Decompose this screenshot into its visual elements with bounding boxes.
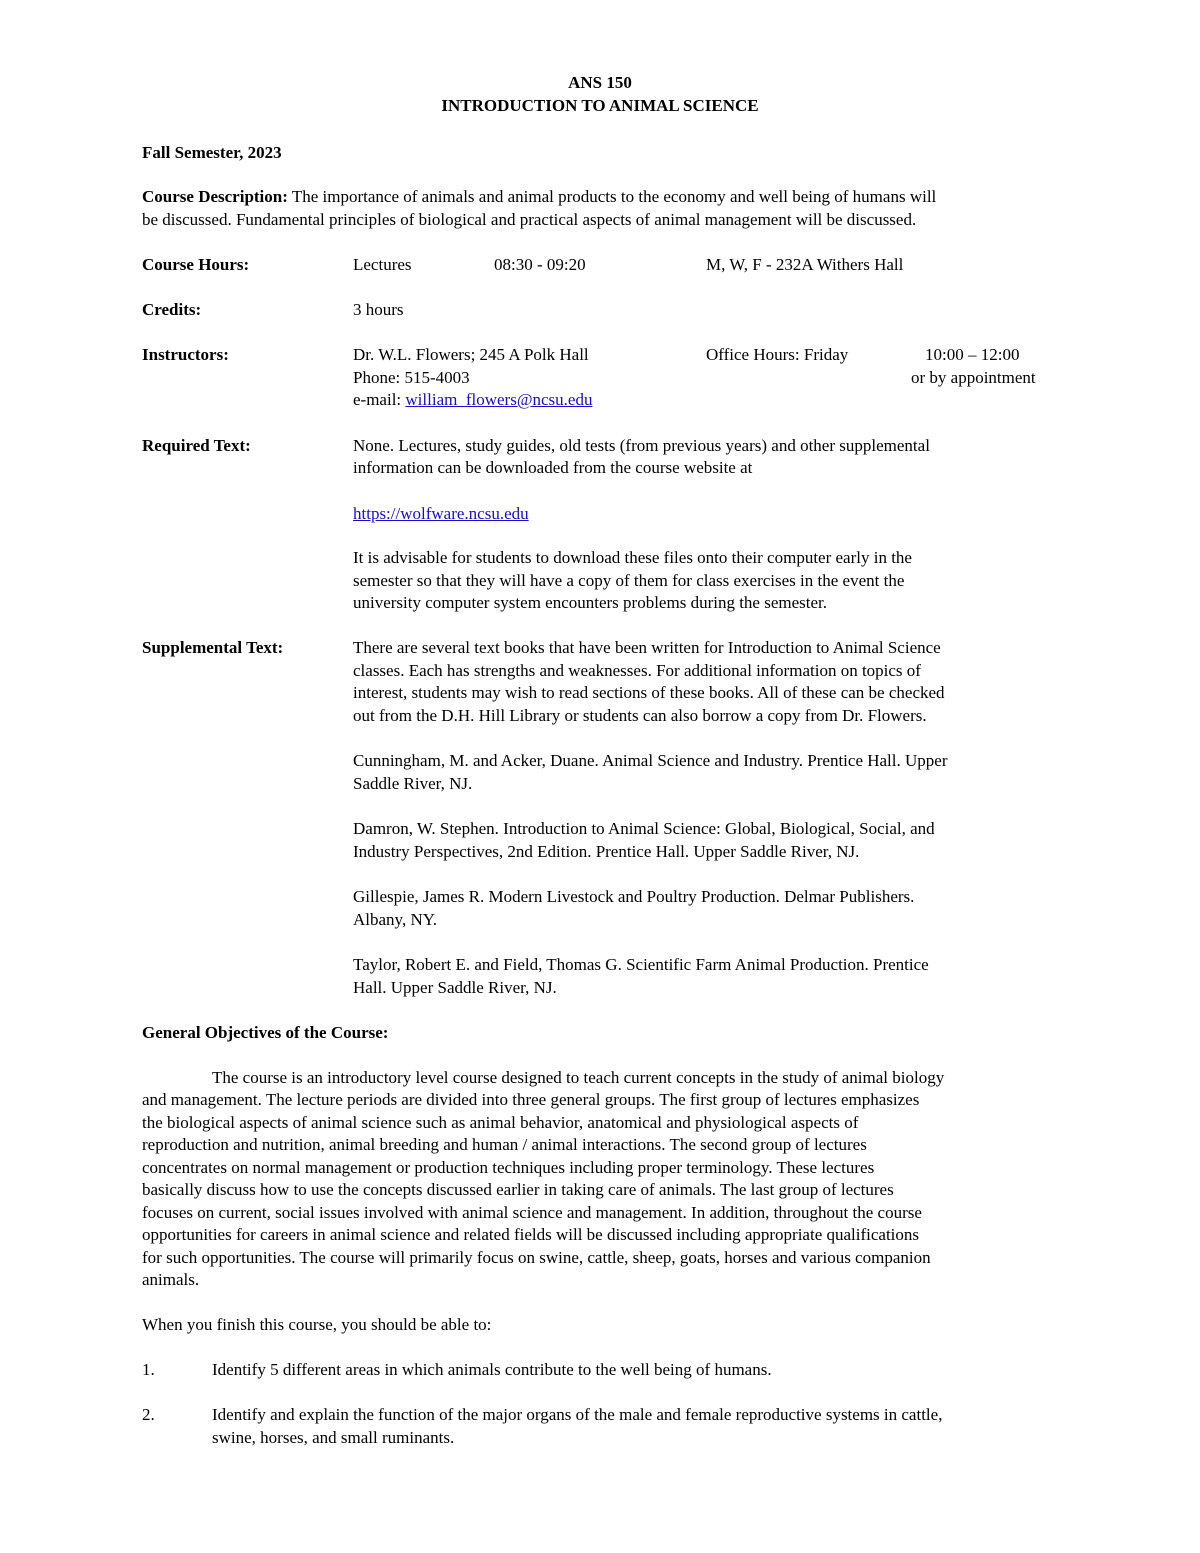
office-hours-alt: or by appointment [911, 368, 1036, 387]
course-website-url[interactable]: https://wolfware.ncsu.edu [353, 504, 529, 523]
advice-line: university computer system encounters problems during the semester. [353, 593, 828, 612]
objectives-paragraph-line: the biological aspects of animal science such as animal behavior, anatomical and physiological aspects of [142, 1113, 859, 1132]
objective-number: 1. [142, 1360, 155, 1379]
book-reference: Gillespie, James R. Modern Livestock and Poultry Production. Delmar Publishers. [353, 887, 915, 906]
course-description-text: The importance of animals and animal products to the economy and well being of humans will [287, 187, 937, 206]
objectives-paragraph-line: basically discuss how to use the concepts discussed earlier in taking care of animals. The last group of lectures [142, 1180, 894, 1199]
course-website-link[interactable] [353, 505, 529, 522]
course-hours-label: Course Hours: [142, 255, 250, 274]
objectives-paragraph-line: and management. The lecture periods are divided into three general groups. The first group of lectures emphasizes [142, 1090, 920, 1109]
supplemental-intro-line: There are several text books that have been written for Introduction to Animal Science [353, 638, 941, 657]
objectives-paragraph-line: opportunities for careers in animal science and related fields will be discussed including appropriate qualifications [142, 1225, 920, 1244]
office-hours-label: Office Hours: Friday [706, 345, 849, 364]
objective-item: swine, horses, and small ruminants. [212, 1428, 455, 1447]
supplemental-text-label: Supplemental Text: [142, 638, 284, 657]
objectives-heading: General Objectives of the Course: [142, 1023, 389, 1042]
objectives-paragraph-line: reproduction and nutrition, animal breeding and human / animal interactions. The second group of lectures [142, 1135, 867, 1154]
advice-line: semester so that they will have a copy of them for class exercises in the event the [353, 571, 905, 590]
objectives-paragraph-line: for such opportunities. The course will primarily focus on swine, cattle, sheep, goats, horses and various companion [142, 1248, 931, 1267]
objective-number: 2. [142, 1405, 155, 1424]
book-reference: Damron, W. Stephen. Introduction to Animal Science: Global, Biological, Social, and [353, 819, 935, 838]
email-label: e-mail: [353, 390, 406, 409]
objectives-paragraph-line: concentrates on normal management or production techniques including proper terminology. These lectures [142, 1158, 875, 1177]
finish-intro: When you finish this course, you should be able to: [142, 1315, 492, 1334]
course-description-label: Course Description: [142, 187, 288, 206]
office-hours-time: 10:00 – 12:00 [925, 345, 1020, 364]
instructor-name-office: Dr. W.L. Flowers; 245 A Polk Hall [353, 345, 589, 364]
required-text-line: None. Lectures, study guides, old tests (from previous years) and other supplemental [353, 436, 930, 455]
instructor-phone: Phone: 515-4003 [353, 368, 470, 387]
book-reference: Albany, NY. [353, 910, 438, 929]
book-reference: Industry Perspectives, 2nd Edition. Prentice Hall. Upper Saddle River, NJ. [353, 842, 860, 861]
required-text-label: Required Text: [142, 436, 251, 455]
objectives-paragraph-line: animals. [142, 1270, 200, 1289]
credits-value: 3 hours [353, 300, 404, 319]
book-reference: Cunningham, M. and Acker, Duane. Animal Science and Industry. Prentice Hall. Upper [353, 751, 948, 770]
advice-line: It is advisable for students to download these files onto their computer early in the [353, 548, 912, 567]
course-hours-time: 08:30 - 09:20 [494, 255, 586, 274]
objective-item: Identify and explain the function of the major organs of the male and female reproductive systems in cattle, [212, 1405, 943, 1424]
email-link[interactable]: william_flowers@ncsu.edu [405, 390, 593, 409]
book-reference: Saddle River, NJ. [353, 774, 473, 793]
course-description [142, 188, 936, 205]
semester: Fall Semester, 2023 [142, 143, 282, 162]
required-text-line: information can be downloaded from the course website at [353, 458, 753, 477]
supplemental-intro-line: classes. Each has strengths and weaknesses. For additional information on topics of [353, 661, 921, 680]
course-hours-type: Lectures [353, 255, 412, 274]
course-description-line2: be discussed. Fundamental principles of biological and practical aspects of animal management will be discussed. [142, 210, 917, 229]
instructors-label: Instructors: [142, 345, 229, 364]
objective-item: Identify 5 different areas in which animals contribute to the well being of humans. [212, 1360, 772, 1379]
supplemental-intro-line: out from the D.H. Hill Library or students can also borrow a copy from Dr. Flowers. [353, 706, 927, 725]
course-code: ANS 150 [568, 73, 632, 92]
objectives-paragraph-line: focuses on current, social issues involved with animal science and management. In addition, throughout the course [142, 1203, 922, 1222]
supplemental-intro-line: interest, students may wish to read sections of these books. All of these can be checked [353, 683, 945, 702]
book-reference: Hall. Upper Saddle River, NJ. [353, 978, 557, 997]
credits-label: Credits: [142, 300, 202, 319]
course-title: INTRODUCTION TO ANIMAL SCIENCE [441, 96, 759, 115]
objectives-paragraph-line: The course is an introductory level course designed to teach current concepts in the study of animal biology [212, 1068, 945, 1087]
course-hours-location: M, W, F - 232A Withers Hall [706, 255, 904, 274]
book-reference: Taylor, Robert E. and Field, Thomas G. Scientific Farm Animal Production. Prentice [353, 955, 929, 974]
instructor-email [353, 391, 592, 408]
